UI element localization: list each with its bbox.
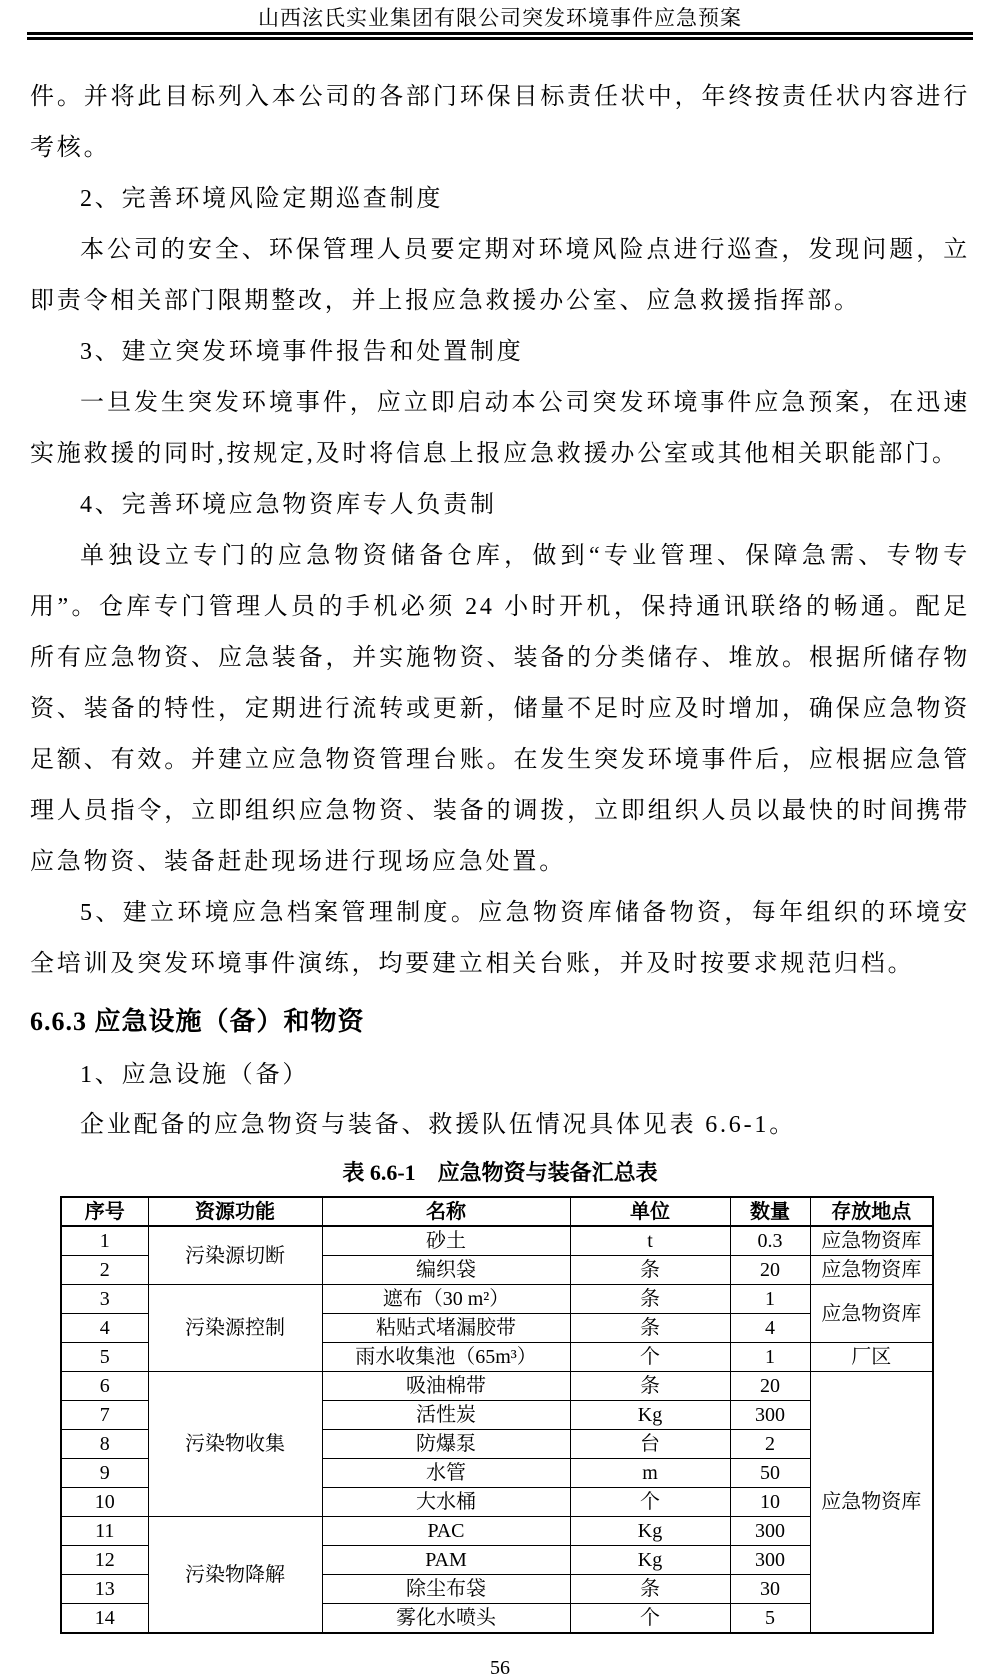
cell-serial: 6 (61, 1372, 148, 1401)
cell-unit: 台 (570, 1430, 730, 1459)
page-header-title: 山西泫氏实业集团有限公司突发环境事件应急预案 (258, 6, 742, 30)
cell-name: 编织袋 (322, 1256, 570, 1285)
cell-serial: 11 (61, 1517, 148, 1546)
col-header-serial: 序号 (61, 1197, 148, 1226)
paragraph-item-5: 5、建立环境应急档案管理制度。应急物资库储备物资，每年组织的环境安全培训及突发环境事件演练，均要建立相关台账，并及时按要求规范归档。 (30, 900, 970, 977)
cell-serial: 5 (61, 1343, 148, 1372)
paragraph-item-4-body: 单独设立专门的应急物资储备仓库，做到“专业管理、保障急需、专物专用”。仓库专门管理人员的手机必须 24 小时开机，保持通讯联络的畅通。配足所有应急物资、应急装备，并实施物资、装备的分类储存、堆放。根据所储存物资、装备的特性，定期进行流转或更新，储量不足时应及时增加，确保应急物资足额、有效。并建立应急物资管理台账。在发生突发环境事件后，应根据应急管理人员指令，立即组织应急物资、装备的调拨，立即组织人员以最快的时间携带应急物资、装备赶赴现场进行现场应急处置。 (30, 543, 970, 875)
cell-quantity: 1 (730, 1285, 810, 1314)
cell-unit: 条 (570, 1285, 730, 1314)
cell-name: 遮布（30 m²） (322, 1285, 570, 1314)
cell-unit: 条 (570, 1575, 730, 1604)
cell-serial: 4 (61, 1314, 148, 1343)
paragraph-item-2-body: 本公司的安全、环保管理人员要定期对环境风险点进行巡查，发现问题，立即责令相关部门限期整改，并上报应急救援办公室、应急救援指挥部。 (30, 237, 970, 314)
cell-function-pollutant-degradation: 污染物降解 (148, 1517, 322, 1634)
cell-serial: 9 (61, 1459, 148, 1488)
cell-quantity: 300 (730, 1517, 810, 1546)
cell-location: 厂区 (810, 1343, 933, 1372)
paragraph-item-3-heading: 3、建立突发环境事件报告和处置制度 (80, 339, 524, 365)
cell-serial: 14 (61, 1604, 148, 1634)
col-header-quantity: 数量 (730, 1197, 810, 1226)
header-divider-rule (27, 32, 973, 40)
cell-name: PAC (322, 1517, 570, 1546)
cell-unit: m (570, 1459, 730, 1488)
cell-quantity: 30 (730, 1575, 810, 1604)
cell-name: 吸油棉带 (322, 1372, 570, 1401)
cell-quantity: 50 (730, 1459, 810, 1488)
cell-quantity: 20 (730, 1256, 810, 1285)
cell-name: 雾化水喷头 (322, 1604, 570, 1634)
cell-serial: 13 (61, 1575, 148, 1604)
cell-serial: 7 (61, 1401, 148, 1430)
cell-name: 除尘布袋 (322, 1575, 570, 1604)
cell-unit: 个 (570, 1343, 730, 1372)
cell-serial: 1 (61, 1226, 148, 1256)
cell-name: 砂土 (322, 1226, 570, 1256)
cell-serial: 3 (61, 1285, 148, 1314)
cell-function-source-cutoff: 污染源切断 (148, 1226, 322, 1285)
paragraph-item-2-heading: 2、完善环境风险定期巡查制度 (80, 186, 444, 212)
page-number: 56 (490, 1657, 510, 1676)
paragraph-subitem-1: 1、应急设施（备） (80, 1062, 310, 1088)
cell-unit: Kg (570, 1401, 730, 1430)
cell-quantity: 300 (730, 1546, 810, 1575)
table-row-11 (61, 1517, 933, 1546)
cell-quantity: 5 (730, 1604, 810, 1634)
cell-unit: 条 (570, 1256, 730, 1285)
table-header-row (61, 1197, 933, 1226)
cell-quantity: 2 (730, 1430, 810, 1459)
paragraph-item-3-body: 一旦发生突发环境事件，应立即启动本公司突发环境事件应急预案，在迅速实施救援的同时,按规定,及时将信息上报应急救援办公室或其他相关职能部门。 (30, 390, 970, 467)
body-text-block-2 (30, 1050, 970, 1150)
col-header-name: 名称 (322, 1197, 570, 1226)
cell-quantity: 1 (730, 1343, 810, 1372)
cell-unit: 个 (570, 1488, 730, 1517)
cell-function-pollutant-collection: 污染物收集 (148, 1372, 322, 1517)
table-row-6 (61, 1372, 933, 1401)
cell-name: 大水桶 (322, 1488, 570, 1517)
paragraph-table-reference: 企业配备的应急物资与装备、救援队伍情况具体见表 6.6-1。 (80, 1112, 796, 1138)
cell-name: PAM (322, 1546, 570, 1575)
section-heading-6-6-3: 6.6.3 应急设施（备）和物资 (30, 1007, 365, 1036)
paragraph-continuation: 件。并将此目标列入本公司的各部门环保目标责任状中，年终按责任状内容进行考核。 (30, 84, 970, 161)
cell-serial: 8 (61, 1430, 148, 1459)
col-header-unit: 单位 (570, 1197, 730, 1226)
table-caption: 表 6.6-1 应急物资与装备汇总表 (342, 1160, 658, 1185)
paragraph-item-4-heading: 4、完善环境应急物资库专人负责制 (80, 492, 497, 518)
cell-name: 雨水收集池（65m³） (322, 1343, 570, 1372)
cell-location: 应急物资库 (810, 1226, 933, 1256)
cell-location: 应急物资库 (810, 1285, 933, 1343)
cell-name: 水管 (322, 1459, 570, 1488)
cell-location: 应急物资库 (810, 1372, 933, 1634)
cell-quantity: 300 (730, 1401, 810, 1430)
cell-function-source-control: 污染源控制 (148, 1285, 322, 1372)
body-text-block (30, 40, 970, 990)
cell-quantity: 20 (730, 1372, 810, 1401)
col-header-storage-location: 存放地点 (810, 1197, 933, 1226)
cell-unit: Kg (570, 1517, 730, 1546)
cell-unit: 个 (570, 1604, 730, 1634)
emergency-supplies-table (60, 1196, 934, 1634)
cell-unit: 条 (570, 1314, 730, 1343)
col-header-resource-function: 资源功能 (148, 1197, 322, 1226)
table-row-1 (61, 1226, 933, 1256)
cell-serial: 10 (61, 1488, 148, 1517)
table-row-3 (61, 1285, 933, 1314)
cell-location: 应急物资库 (810, 1256, 933, 1285)
cell-serial: 2 (61, 1256, 148, 1285)
cell-quantity: 10 (730, 1488, 810, 1517)
cell-unit: Kg (570, 1546, 730, 1575)
cell-quantity: 4 (730, 1314, 810, 1343)
cell-unit: 条 (570, 1372, 730, 1401)
cell-quantity: 0.3 (730, 1226, 810, 1256)
cell-serial: 12 (61, 1546, 148, 1575)
cell-name: 粘贴式堵漏胶带 (322, 1314, 570, 1343)
cell-name: 活性炭 (322, 1401, 570, 1430)
cell-unit: t (570, 1226, 730, 1256)
cell-name: 防爆泵 (322, 1430, 570, 1459)
